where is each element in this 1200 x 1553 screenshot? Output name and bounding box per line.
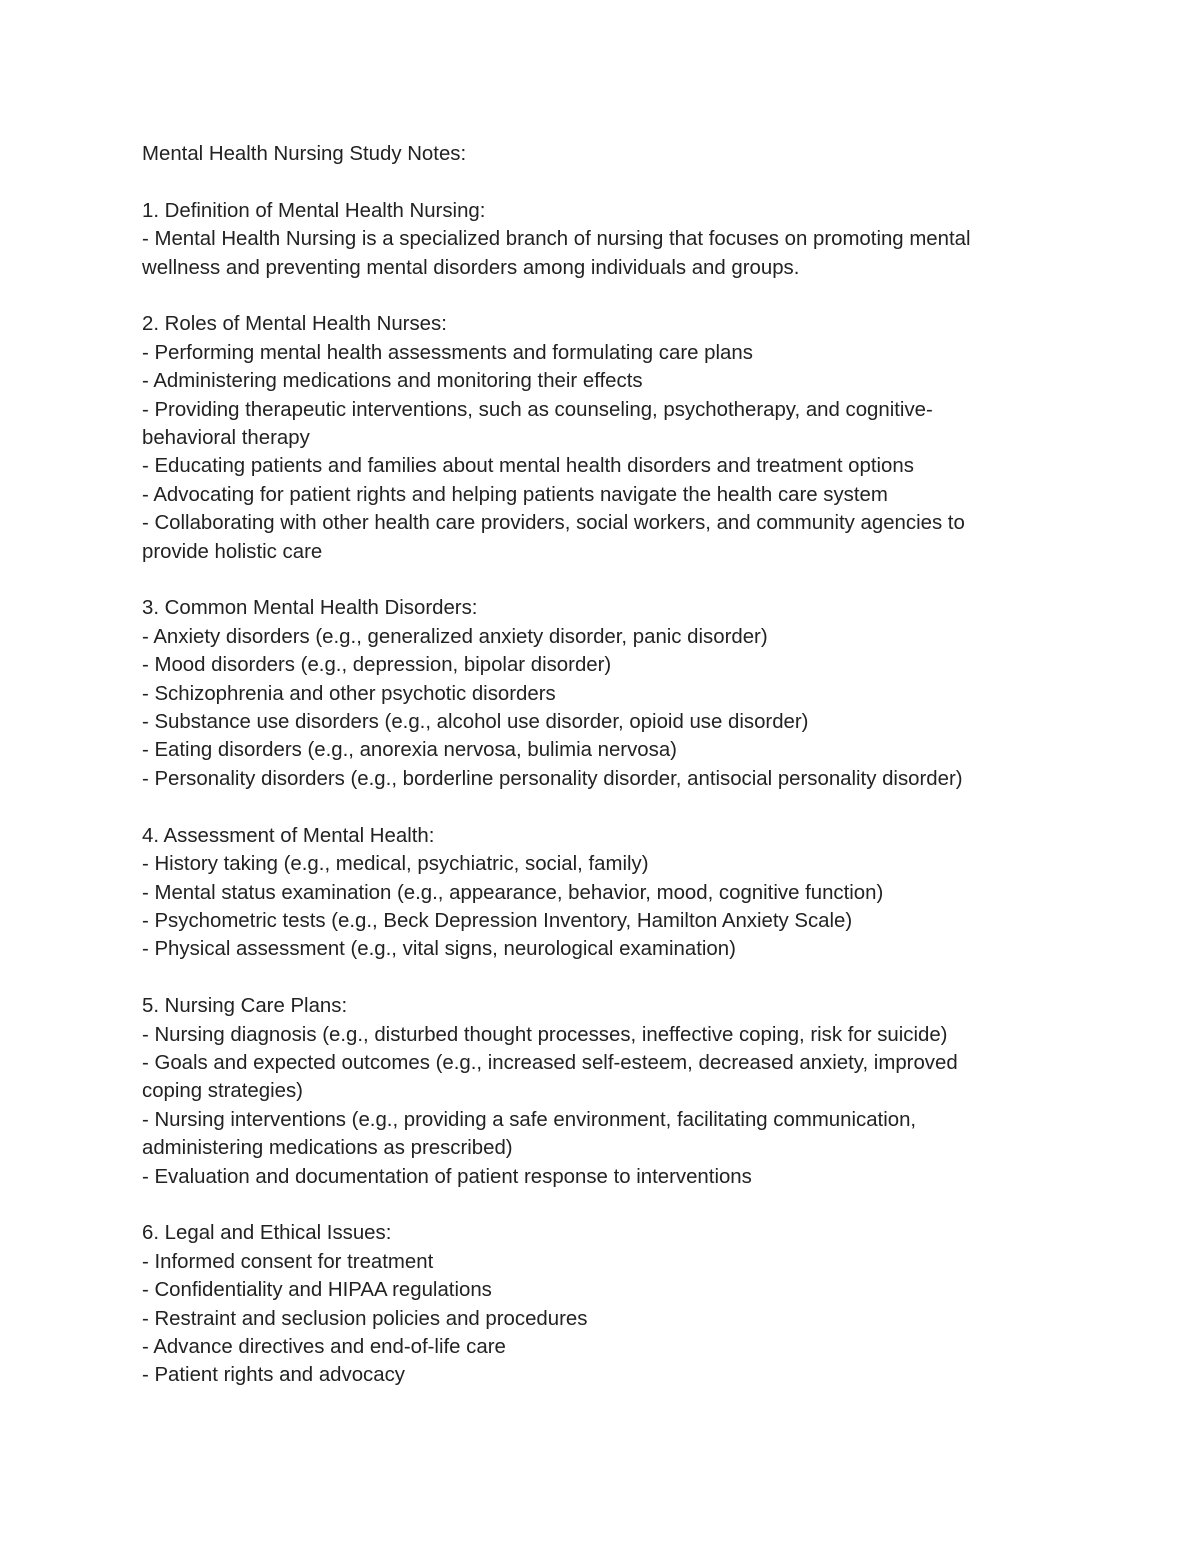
list-item: - Substance use disorders (e.g., alcohol use disorder, opioid use disorder) [142,711,809,734]
section-heading: 6. Legal and Ethical Issues: [142,1222,392,1245]
list-item: - Performing mental health assessments and formulating care plans [142,341,753,364]
document-page [142,140,1042,1418]
list-item: - Mood disorders (e.g., depression, bipolar disorder) [142,654,612,677]
list-item: - Schizophrenia and other psychotic disorders [142,682,556,705]
section-roles [142,310,1042,566]
list-item: - Mental Health Nursing is a specialized branch of nursing that focuses on promoting mental wellness and preventing mental disorders among individuals and groups. [142,228,971,279]
list-item: - Nursing diagnosis (e.g., disturbed thought processes, ineffective coping, risk for suicide) [142,1023,948,1046]
section-definition [142,197,1042,282]
list-item: - Nursing interventions (e.g., providing a safe environment, facilitating communication, administering medications as prescribed) [142,1108,917,1160]
list-item: - Confidentiality and HIPAA regulations [142,1279,492,1302]
list-item: - Informed consent for treatment [142,1250,434,1273]
document-title: Mental Health Nursing Study Notes: [142,143,467,165]
list-item: - Mental status examination (e.g., appearance, behavior, mood, cognitive function) [142,881,884,904]
section-heading: 1. Definition of Mental Health Nursing: [142,199,486,222]
list-item: - Collaborating with other health care providers, social workers, and community agencies to provide holistic care [142,512,965,563]
section-heading: 2. Roles of Mental Health Nurses: [142,313,447,336]
section-assessment [142,822,1042,964]
section-heading: 5. Nursing Care Plans: [142,995,348,1018]
list-item: - Administering medications and monitoring their effects [142,370,643,393]
list-item: - Advance directives and end-of-life care [142,1335,506,1358]
list-item: - Patient rights and advocacy [142,1364,405,1387]
list-item: - Educating patients and families about mental health disorders and treatment options [142,455,914,478]
section-heading: 4. Assessment of Mental Health: [142,824,435,847]
list-item: - History taking (e.g., medical, psychiatric, social, family) [142,853,649,876]
section-care-plans [142,992,1042,1191]
section-heading: 3. Common Mental Health Disorders: [142,597,478,620]
list-item: - Anxiety disorders (e.g., generalized anxiety disorder, panic disorder) [142,625,768,648]
section-disorders [142,594,1042,793]
list-item: - Eating disorders (e.g., anorexia nervosa, bulimia nervosa) [142,739,677,762]
section-legal-ethical [142,1219,1042,1389]
list-item: - Psychometric tests (e.g., Beck Depression Inventory, Hamilton Anxiety Scale) [142,909,853,932]
list-item: - Advocating for patient rights and helping patients navigate the health care system [142,483,888,506]
list-item: - Goals and expected outcomes (e.g., increased self-esteem, decreased anxiety, improved coping strategies) [142,1051,958,1103]
list-item: - Evaluation and documentation of patient response to interventions [142,1165,752,1188]
list-item: - Physical assessment (e.g., vital signs, neurological examination) [142,938,736,961]
list-item: - Restraint and seclusion policies and procedures [142,1307,588,1330]
list-item: - Providing therapeutic interventions, such as counseling, psychotherapy, and cognitive-behavioral therapy [142,398,933,450]
list-item: - Personality disorders (e.g., borderline personality disorder, antisocial personality disorder) [142,767,963,790]
